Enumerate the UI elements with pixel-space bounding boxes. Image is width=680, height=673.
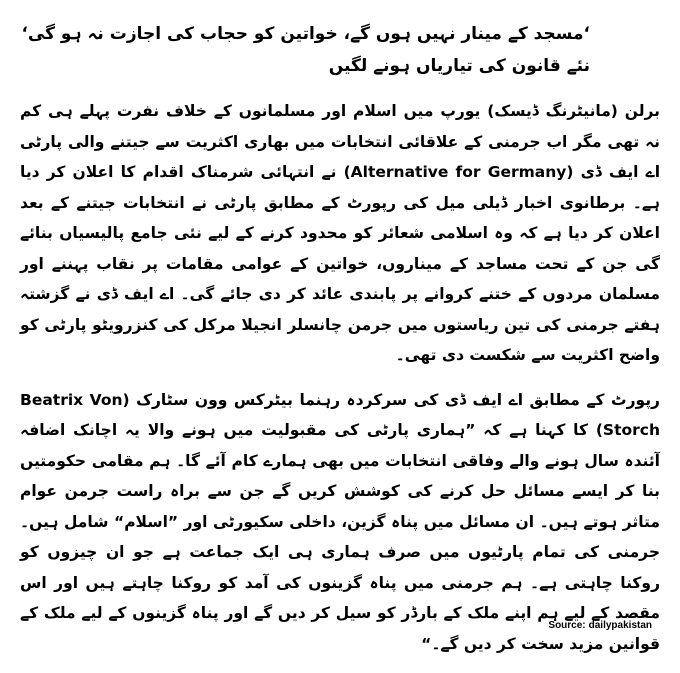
source-credit: [548, 620, 652, 631]
source-label: Source:: [548, 620, 586, 631]
article-headline: ‘مسجد کے مینار نہیں ہوں گے، خواتین کو حجاب کی اجازت نہ ہو گی‘ نئے قانون کی تیاریاں ہونے لگیں: [21, 24, 590, 76]
article-paragraph-2: رپورٹ کے مطابق اے ایف ڈی کی سرکردہ رہنما بیٹرکس وون سٹارک (Beatrix Von Storch) کا کہنا ہے کہ ”ہماری پارٹی کی مقبولیت میں ہونے والا یہ اچانک اضافہ آئندہ سال ہونے والے وفاقی انتخابات میں بھی ہمارے کام آئے گا۔ ہم مقامی حکومتیں بنا کر ایسے مسائل حل کرنے کی کوشش کریں گے جن سے براہ راست جرمن عوام متاثر ہوتے ہیں۔ ان مسائل میں پناہ گزین، داخلی سکیورٹی اور ”اسلام“ شامل ہیں۔ جرمنی کی تمام پارٹیوں میں صرف ہماری ہی ایک جماعت ہے جو ان چیزوں کو روکنا چاہتی ہے۔ ہم جرمنی میں پناہ گزینوں کی آمد کو روکنا چاہتے ہیں اور اس مقصد کے لیے ہم اپنے ملک کے بارڈر کو سیل کر دیں گے اور پناہ گزینوں کے لیے ملک کے قوانین مزید سخت کر دیں گے۔“: [20, 390, 660, 653]
article: [20, 18, 660, 673]
source-name: dailypakistan: [588, 620, 652, 631]
article-paragraph-1: برلن (مانیٹرنگ ڈیسک) یورپ میں اسلام اور مسلمانوں کے خلاف نفرت پہلے ہی کم نہ تھی مگر اب جرمنی کے علاقائی انتخابات میں بھاری اکثریت سے جیتنے والی پارٹی اے ایف ڈی (Alternative for Germany) نے انتہائی شرمناک اقدام کا اعلان کر دیا ہے۔ برطانوی اخبار ڈیلی میل کی رپورٹ کے مطابق پارٹی نے انتخابات جیتنے کے بعد اعلان کر دیا ہے کہ وہ اسلامی شعائر کو محدود کرنے کے لیے نئی جامع پالیسیاں بنائے گی جن کے تحت مساجد کے میناروں، خواتین کے عوامی مقامات پر نقاب پہننے اور مسلمان مردوں کے ختنے کروانے پر پابندی عائد کر دی جائے گی۔ اے ایف ڈی نے گزشتہ ہفتے جرمنی کی تین ریاستوں میں جرمن چانسلر انجیلا مرکل کی کنزرویٹو پارٹی کو واضح اکثریت سے شکست دی تھی۔: [20, 102, 661, 364]
